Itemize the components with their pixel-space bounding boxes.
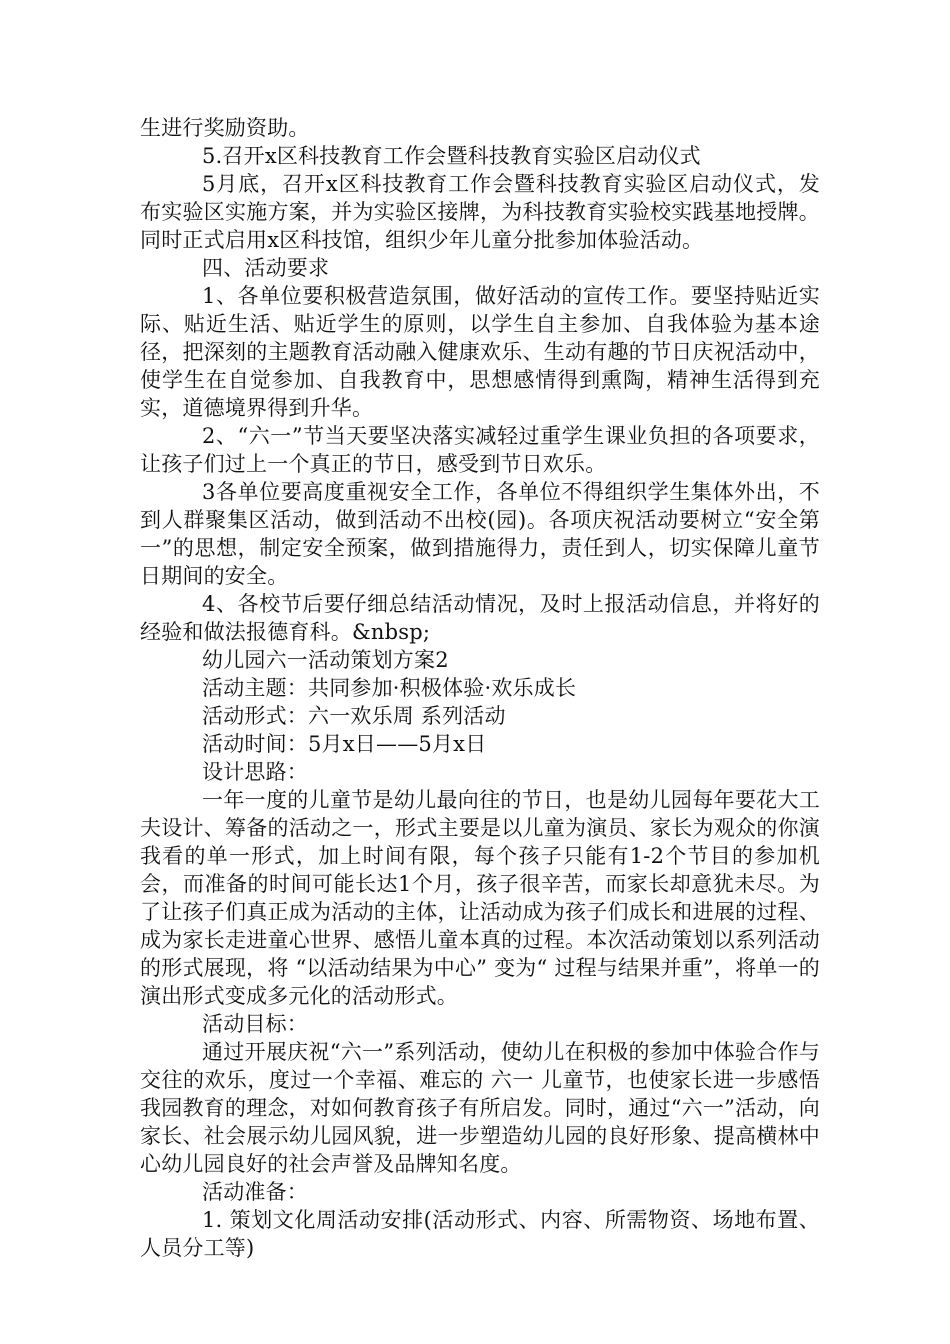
activity-format: 活动形式：六一欢乐周 系列活动 (202, 704, 506, 728)
plan-title: 幼儿园六一活动策划方案2 (202, 648, 449, 672)
preparation-item-1: 1. 策划文化周活动安排(活动形式、内容、所需物资、场地布置、人员分工等) (140, 1208, 820, 1260)
requirement-4: 4、各校节后要仔细总结活动情况，及时上报活动信息，并将好的经验和做法报德育科。&nbsp; (140, 592, 820, 644)
activity-theme: 活动主题：共同参加·积极体验·欢乐成长 (202, 676, 577, 700)
paragraph-launch-ceremony: 5月底，召开x区科技教育工作会暨科技教育实验区启动仪式，发布实验区实施方案，并为实验区接牌，为科技教育实验校实践基地授牌。同时正式启用x区科技馆，组织少年儿童分批参加体验活动。 (140, 172, 820, 252)
requirement-2: 2、“六一”节当天要坚决落实减轻过重学生课业负担的各项要求，让孩子们过上一个真正的节日，感受到节日欢乐。 (140, 424, 820, 476)
item-heading-5: 5.召开x区科技教育工作会暨科技教育实验区启动仪式 (202, 144, 701, 168)
activity-goal-heading: 活动目标： (202, 1012, 308, 1036)
document-body (140, 114, 820, 1262)
design-idea-heading: 设计思路： (202, 760, 308, 784)
paragraph-continuation: 生进行奖励资助。 (140, 116, 310, 140)
activity-preparation-heading: 活动准备： (202, 1180, 308, 1204)
design-idea-paragraph: 一年一度的儿童节是幼儿最向往的节日，也是幼儿园每年要花大工夫设计、筹备的活动之一，形式主要是以儿童为演员、家长为观众的你演我看的单一形式，加上时间有限，每个孩子只能有1-2个节目的参加机会，而准备的时间可能长达1个月，孩子很辛苦，而家长却意犹未尽。为了让孩子们真正成为活动的主体，让活动成为孩子们成长和进展的过程、成为家长走进童心世界、感悟儿童本真的过程。本次活动策划以系列活动的形式展现，将 “以活动结果为中心” 变为“ 过程与结果并重”，将单一的演出形式变成多元化的活动形式。 (140, 788, 820, 1008)
activity-time: 活动时间：5月x日——5月x日 (202, 732, 487, 756)
requirement-1: 1、各单位要积极营造氛围，做好活动的宣传工作。要坚持贴近实际、贴近生活、贴近学生的原则，以学生自主参加、自我体验为基本途径，把深刻的主题教育活动融入健康欢乐、生动有趣的节日庆祝活动中，使学生在自觉参加、自我教育中，思想感情得到熏陶，精神生活得到充实，道德境界得到升华。 (140, 284, 820, 420)
requirement-3: 3各单位要高度重视安全工作，各单位不得组织学生集体外出，不到人群聚集区活动，做到活动不出校(园)。各项庆祝活动要树立“安全第一”的思想，制定安全预案，做到措施得力，责任到人，切实保障儿童节日期间的安全。 (140, 480, 820, 588)
activity-goal-paragraph: 通过开展庆祝“六一”系列活动，使幼儿在积极的参加中体验合作与交往的欢乐，度过一个幸福、难忘的 六一 儿童节，也使家长进一步感悟我园教育的理念，对如何教育孩子有所启发。同时，通过“六一”活动，向家长、社会展示幼儿园风貌，进一步塑造幼儿园的良好形象、提高横林中心幼儿园良好的社会声誉及品牌知名度。 (140, 1040, 820, 1176)
section-heading-requirements: 四、活动要求 (202, 256, 330, 280)
